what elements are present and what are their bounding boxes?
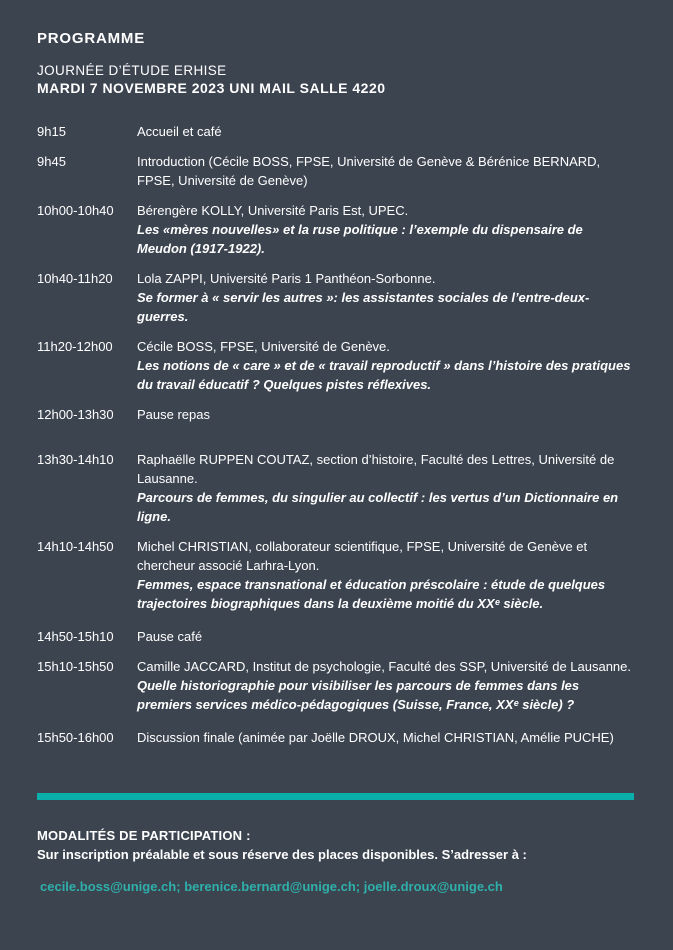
session-description: Pause café: [137, 629, 203, 644]
teal-divider-rule: [37, 793, 634, 800]
schedule-row-15h10: [37, 657, 634, 714]
email-separator: ;: [176, 879, 185, 894]
schedule-row-15h50-discussion: [37, 728, 634, 747]
event-date-location: MARDI 7 NOVEMBRE 2023 UNI MAIL SALLE 4220: [37, 80, 386, 96]
talk-title: Parcours de femmes, du singulier au collectif : les vertus d’un Dictionnaire en ligne.: [137, 490, 619, 524]
schedule-row-12h00-pause-repas: [37, 405, 634, 424]
time-slot: 9h15: [37, 124, 66, 139]
email-link-cecile-boss[interactable]: cecile.boss@unige.ch: [40, 879, 177, 894]
participation-heading: MODALITÉS DE PARTICIPATION :: [37, 828, 251, 843]
time-slot: 10h00-10h40: [37, 203, 114, 218]
session-description: Raphaëlle RUPPEN COUTAZ, section d’histoire, Faculté des Lettres, Université de Lausanne.: [137, 452, 615, 486]
time-slot: 14h10-14h50: [37, 539, 114, 554]
time-slot: 12h00-13h30: [37, 407, 114, 422]
participation-note: Sur inscription préalable et sous réserve des places disponibles. S’adresser à :: [37, 847, 527, 862]
email-separator: ;: [355, 879, 364, 894]
time-slot: 13h30-14h10: [37, 452, 114, 467]
schedule-row-14h10: [37, 537, 634, 613]
schedule-row-11h20: [37, 337, 634, 394]
talk-title: Femmes, espace transnational et éducation préscolaire : étude de quelques trajectoires biographiques dans la deuxième moitié du XXᵉ siècle.: [137, 577, 606, 611]
schedule-list: [37, 122, 634, 747]
event-name: JOURNÉE D’ÉTUDE ERHISE: [37, 63, 227, 78]
time-slot: 9h45: [37, 154, 66, 169]
talk-title: Les «mères nouvelles» et la ruse politique : l’exemple du dispensaire de Meudon (1917-1922).: [137, 222, 583, 256]
session-description: Camille JACCARD, Institut de psychologie, Faculté des SSP, Université de Lausanne.: [137, 659, 632, 674]
talk-title: Quelle historiographie pour visibiliser les parcours de femmes dans les premiers services médico-pédagogiques (Suisse, France, XXᵉ siècle) ?: [137, 678, 580, 712]
document-header: [37, 30, 634, 96]
email-link-joelle-droux[interactable]: joelle.droux@unige.ch: [363, 879, 503, 894]
schedule-row-14h50-pause-cafe: [37, 627, 634, 646]
schedule-row-10h40: [37, 269, 634, 326]
time-slot: 10h40-11h20: [37, 271, 113, 286]
talk-title: Les notions de « care » et de « travail reproductif » dans l’histoire des pratiques du travail éducatif ? Quelques pistes réflexives.: [137, 358, 631, 392]
time-slot: 11h20-12h00: [37, 339, 113, 354]
time-slot: 15h10-15h50: [37, 659, 114, 674]
schedule-row-10h00: [37, 201, 634, 258]
session-description: Michel CHRISTIAN, collaborateur scientifique, FPSE, Université de Genève et chercheur associé Larhra-Lyon.: [137, 539, 588, 573]
session-description: Discussion finale (animée par Joëlle DROUX, Michel CHRISTIAN, Amélie PUCHE): [137, 730, 614, 745]
schedule-row-9h45: [37, 152, 634, 190]
schedule-row-13h30: [37, 450, 634, 526]
session-description: Lola ZAPPI, Université Paris 1 Panthéon-Sorbonne.: [137, 271, 436, 286]
participation-footer: [37, 826, 634, 896]
time-slot: 14h50-15h10: [37, 629, 114, 644]
session-description: Introduction (Cécile BOSS, FPSE, Université de Genève & Bérénice BERNARD, FPSE, Université de Genève): [137, 154, 601, 188]
contact-emails: [40, 877, 634, 896]
page-title: PROGRAMME: [37, 30, 146, 47]
email-link-berenice-bernard[interactable]: berenice.bernard@unige.ch: [184, 879, 356, 894]
schedule-row-9h15: [37, 122, 634, 141]
session-description: Accueil et café: [137, 124, 222, 139]
talk-title: Se former à « servir les autres »: les assistantes sociales de l’entre-deux-guerres.: [137, 290, 590, 324]
session-description: Bérengère KOLLY, Université Paris Est, UPEC.: [137, 203, 409, 218]
session-description: Cécile BOSS, FPSE, Université de Genève.: [137, 339, 390, 354]
time-slot: 15h50-16h00: [37, 730, 114, 745]
session-description: Pause repas: [137, 407, 210, 422]
